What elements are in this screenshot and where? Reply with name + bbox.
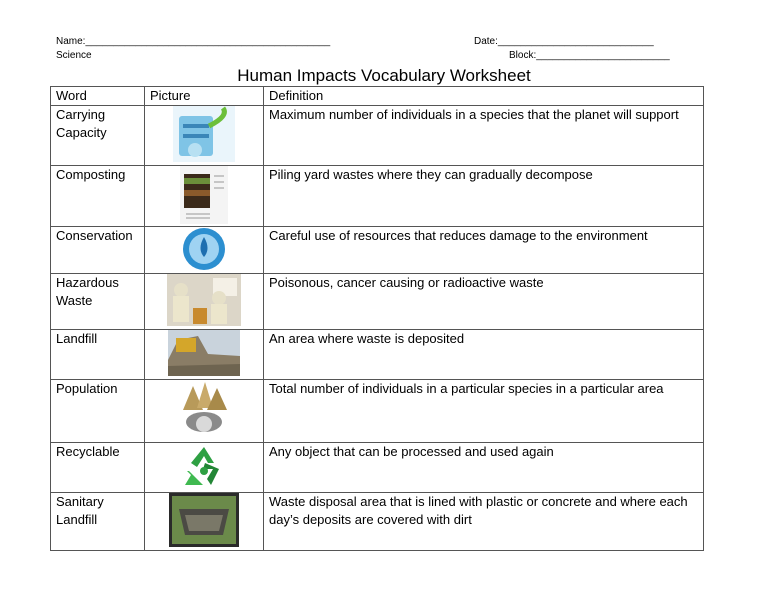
picture-cell (145, 274, 264, 330)
table-header-row (51, 87, 704, 106)
table-row (51, 166, 704, 227)
table-row (51, 106, 704, 166)
block-field[interactable] (509, 50, 670, 62)
column-header-definition: Definition (264, 87, 704, 106)
word-cell: Sanitary Landfill (51, 493, 145, 551)
table-row (51, 274, 704, 330)
column-header-picture: Picture (145, 87, 264, 106)
definition-cell: Any object that can be processed and used again (264, 443, 704, 493)
word-cell: Population (51, 380, 145, 443)
hazardous-waste-picture (167, 274, 241, 326)
name-label: Name: (56, 36, 86, 47)
composting-picture (180, 166, 228, 224)
date-label: Date: (474, 36, 498, 47)
picture-cell (145, 330, 264, 380)
word-cell: Hazardous Waste (51, 274, 145, 330)
picture-cell (145, 106, 264, 166)
word-cell: Carrying Capacity (51, 106, 145, 166)
name-field[interactable] (56, 36, 330, 48)
definition-cell: Maximum number of individuals in a species that the planet will support (264, 106, 704, 166)
table-row (51, 493, 704, 551)
definition-cell: An area where waste is deposited (264, 330, 704, 380)
definition-cell: Careful use of resources that reduces damage to the environment (264, 227, 704, 274)
word-cell: Recyclable (51, 443, 145, 493)
table-row (51, 443, 704, 493)
picture-cell (145, 493, 264, 551)
sanitary-landfill-picture (169, 493, 239, 547)
picture-cell (145, 443, 264, 493)
date-line: ____________________________ (497, 36, 654, 47)
name-line: ____________________________________________ (85, 36, 331, 47)
picture-cell (145, 166, 264, 227)
recycle-icon (181, 443, 227, 489)
block-label: Block: (509, 50, 537, 61)
table-row (51, 380, 704, 443)
date-field[interactable] (474, 36, 654, 48)
word-cell: Landfill (51, 330, 145, 380)
word-cell: Conservation (51, 227, 145, 274)
worksheet-title: Human Impacts Vocabulary Worksheet (237, 66, 531, 85)
word-cell: Composting (51, 166, 145, 227)
vocabulary-table (50, 86, 704, 551)
carrying-capacity-picture (173, 106, 235, 162)
table-row (51, 330, 704, 380)
population-picture (175, 380, 233, 438)
definition-cell: Total number of individuals in a particular species in a particular area (264, 380, 704, 443)
conservation-picture (181, 227, 227, 271)
column-header-word: Word (51, 87, 145, 106)
landfill-picture (168, 330, 240, 376)
picture-cell (145, 380, 264, 443)
definition-cell: Piling yard wastes where they can gradually decompose (264, 166, 704, 227)
definition-cell: Waste disposal area that is lined with plastic or concrete and where each day’s deposits are covered with dirt (264, 493, 704, 551)
definition-cell: Poisonous, cancer causing or radioactive waste (264, 274, 704, 330)
table-row (51, 227, 704, 274)
block-line: ________________________ (536, 50, 670, 61)
picture-cell (145, 227, 264, 274)
subject-label: Science (56, 50, 92, 61)
